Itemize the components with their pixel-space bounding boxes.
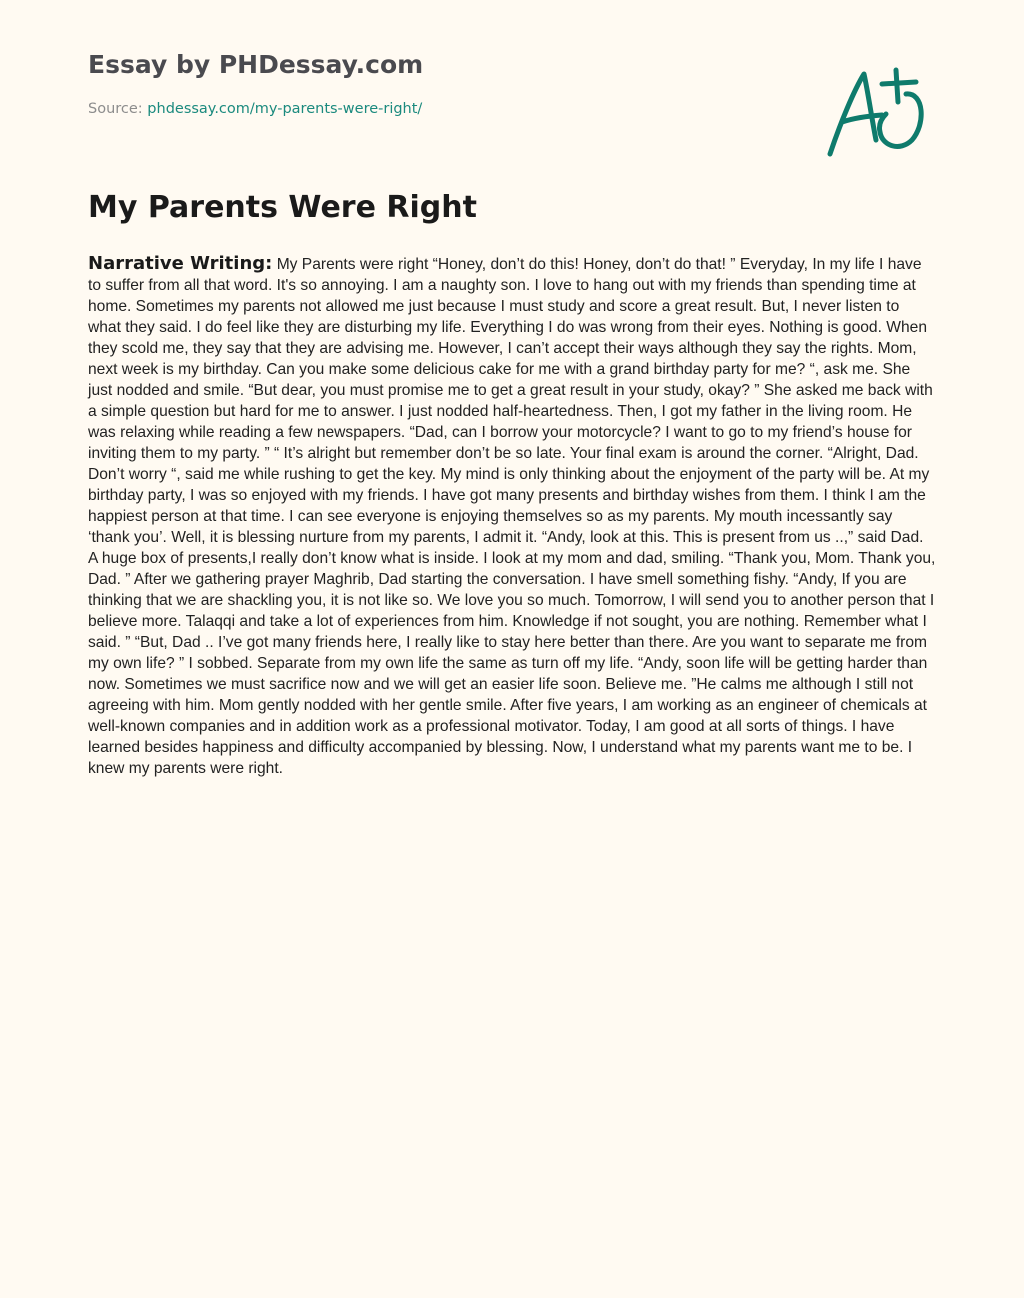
essay-text: My Parents were right “Honey, don’t do this! Honey, don’t do that! ” Everyday, In my life I have to suffer from all that word. It's so annoying. I am a naughty son. I love to hang out with my friends than spending time at home. Sometimes my parents not allowed me just because I must study and score a great result. But, I never listen to what they said. I do feel like they are disturbing my life. Everything I do was wrong from their eyes. Nothing is good. When they scold me, they say that they are advising me. However, I can’t accept their ways although they say the rights. Mom, next week is my birthday. Can you make some delicious cake for me with a grand birthday party for me? “, ask me. She just nodded and smile. “But dear, you must promise me to get a great result in your study, okay? ” She asked me back with a simple question but hard for me to answer. I just nodded half-heartedness. Then, I got my father in the living room. He was relaxing while reading a few newspapers. “Dad, can I borrow your motorcycle? I want to go to my friend’s house for inviting them to my party. ” “ It’s alright but remember don’t be so late. Your final exam is around the corner. “Alright, Dad. Don’t worry “, said me while rushing to get the key. My mind is only thinking about the enjoyment of the party will be. At my birthday party, I was so enjoyed with my friends. I have got many presents and birthday wishes from them. I think I am the happiest person at that time. I can see everyone is enjoying themselves so as my parents. My mouth incessantly say ‘thank you’. Well, it is blessing nurture from my parents, I admit it. “Andy, look at this. This is present from us ..,” said Dad. A huge box of presents,I really don’t know what is inside. I look at my mom and dad, smiling. “Thank you, Mom. Thank you, Dad. ” After we gathering prayer Maghrib, Dad starting the conversation. I have smell something fishy. “Andy, If you are thinking that we are shackling you, it is not like so. We love you so much. Tomorrow, I will send you to another person that I believe more. Talaqqi and take a lot of experiences from him. Knowledge if not sought, you are nothing. Remember what I said. ” “But, Dad .. I’ve got many friends here, I really like to stay here better than there. Are you want to separate me from my own life? ” I sobbed. Separate from my own life the same as turn off my life. “Andy, soon life will be getting harder than now. Sometimes we must sacrifice now and we will get an easier life soon. Believe me. ”He calms me although I still not agreeing with him. Mom gently nodded with her gentle smile. After five years, I am working as an engineer of chemicals at well-known companies and in addition work as a professional motivator. Today, I am good at all sorts of things. I have learned besides happiness and difficulty accompanied by blessing. Now, I understand what my parents want me to be. I knew my parents were right. (88, 256, 936, 777)
source-label: Source: (88, 101, 148, 117)
a-plus-grade-icon (820, 62, 932, 162)
source-line (88, 101, 422, 117)
essay-category-label: Narrative Writing: (88, 253, 273, 274)
essay-title: My Parents Were Right (88, 190, 477, 225)
source-link[interactable]: phdessay.com/my-parents-were-right/ (147, 101, 423, 117)
essay-body (88, 253, 936, 779)
site-title: Essay by PHDessay.com (88, 50, 424, 79)
